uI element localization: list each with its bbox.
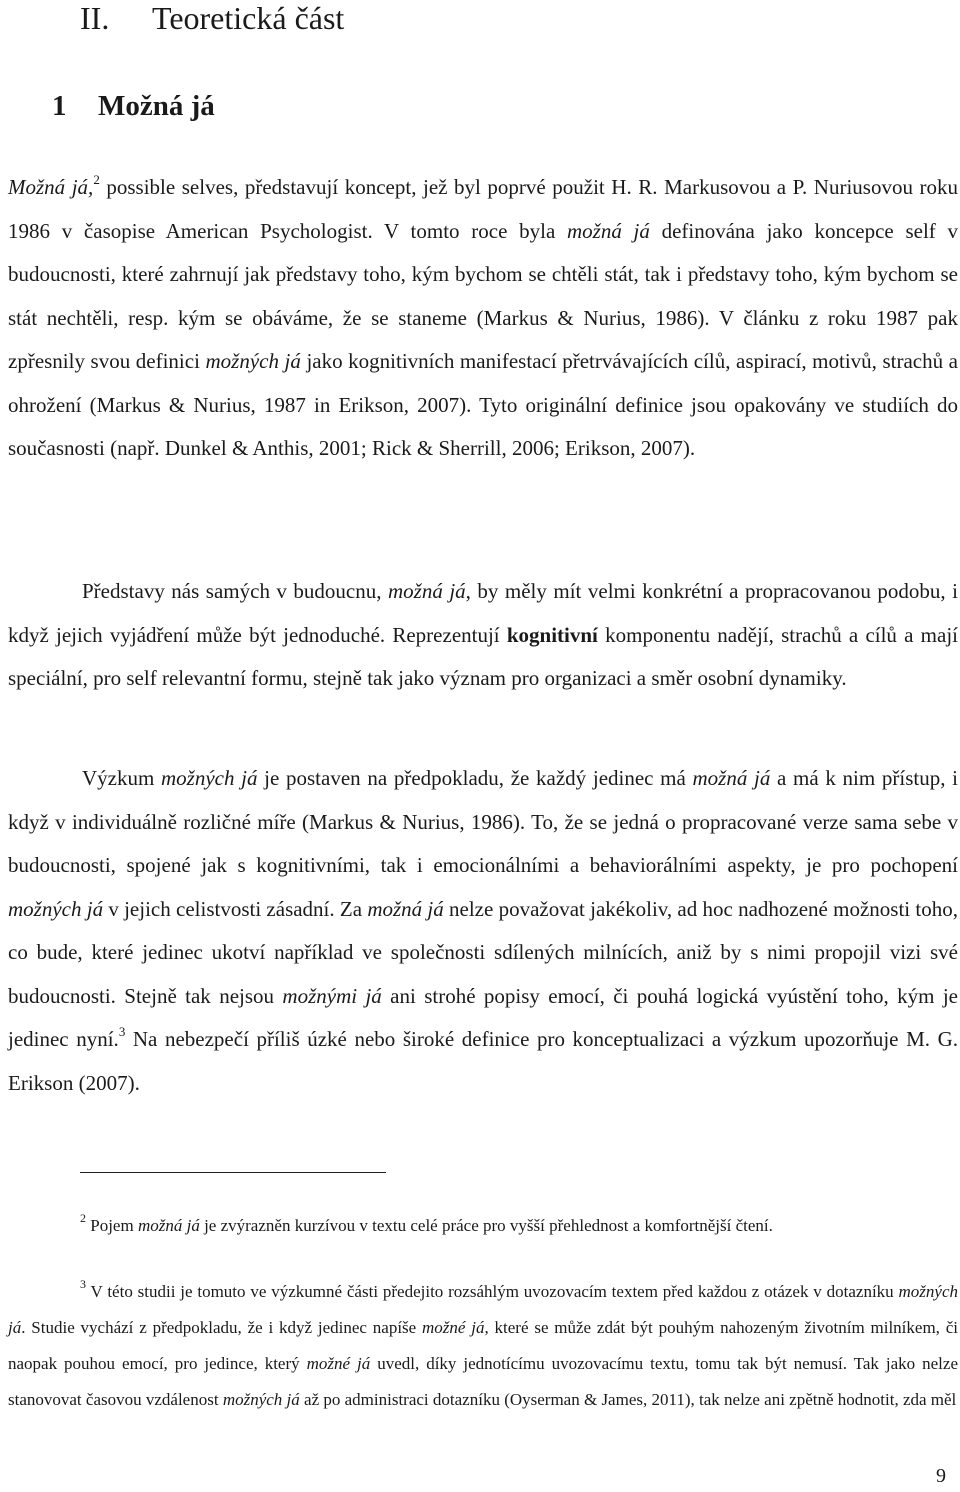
paragraph-2 [8,570,958,701]
italic-term: možná já [388,579,466,603]
text-run: a má k nim přístup, i když v individuálně rozličné míře (Markus & Nurius, 1986). To, že se jedná o propracované verze sama sebe v budoucnosti, spojené jak s kognitivními, tak i emocionálními a behaviorálními aspekty, je pro pochopení [8,766,958,877]
text-run: je postaven na předpokladu, že každý jedinec má [257,766,693,790]
italic-term: možných já [8,1282,958,1337]
footnote-ref-2[interactable]: 2 [93,172,100,187]
paragraph-3 [8,757,958,1105]
italic-term: možná já [367,896,444,921]
text-run: V této studii je tomuto ve výzkumné části předejito rozsáhlým uvozovacím textem před každou z otázek v dotazníku [86,1282,899,1301]
section-number: 1 [52,90,67,122]
italic-term: možné já [422,1318,485,1337]
footnote-separator [80,1172,386,1173]
text-run: v jejich celistvosti zásadní. Za [103,896,368,921]
text-run: je zvýrazněn kurzívou v textu celé práce pro vyšší přehlednost a komfortnější čtení. [199,1216,773,1235]
italic-term: možná já [137,1216,200,1235]
text-run: nelze považovat jakékoliv, ad hoc nadhozené možnosti toho, co bude, které jedinec ukotví například ve společnosti sdílených milnících, aniž by s nimi propojil vizi své budoucnosti. Stejně tak nejsou [8,896,958,1008]
text-run: až po administraci dotazníku (Oyserman & James, 2011), tak nelze ani zpětně hodnotit, zda měl [299,1390,957,1409]
footnote-number: 2 [80,1211,86,1225]
footnote-ref-3[interactable]: 3 [118,1024,126,1039]
text-run: komponentu nadějí, strachů a cílů a mají speciální, pro self relevantní formu, stejně tak jako význam pro organizaci a směr osobní dynamiky. [8,622,958,690]
text-run: jako kognitivních manifestací přetrvávajících cílů, aspirací, motivů, strachů a ohrožení (Markus & Nurius, 1987 in Erikson, 2007). Tyto originální definice jsou opakovány ve studiích do současnosti (např. Dunkel & Anthis, 2001; Rick & Sherrill, 2006; Erikson, 2007). [8,349,958,460]
italic-term: možná já [692,766,771,790]
text-run: ani strohé popisy emocí, či pouhá logická vyústění toho, kým je jedinec nyní. [8,983,958,1051]
text-run: Představy nás samých v budoucnu, [82,579,388,603]
italic-term: možných já [161,766,258,790]
chapter-title: Teoretická část [152,0,345,36]
footnote-number: 3 [80,1277,86,1291]
page-number: 9 [936,1465,946,1487]
footnote-2 [8,1208,958,1244]
text-run: possible selves, představují koncept, jež byl poprvé použit H. R. Markusovou a P. Nuriusovou roku 1986 v časopise American Psychologist. V tomto roce byla [8,175,959,243]
italic-term: možných já [8,896,104,921]
italic-term: možnými já [282,983,382,1008]
text-run: Výzkum [82,766,161,790]
text-run: Pojem [86,1216,138,1235]
footnote-3 [8,1274,958,1418]
text-run: , by měly mít velmi konkrétní a propracovanou podobu, i když jejich vyjádření může být jednoduché. Reprezentují [8,579,958,647]
italic-term: možných já [222,1390,300,1409]
chapter-heading [80,0,344,36]
italic-term: možných já [205,349,301,373]
text-run: , které se může zdát být pouhým nahozeným životním milníkem, či naopak pouhou emocí, pro jedince, který [8,1318,958,1373]
paragraph-1 [8,166,958,471]
italic-term: Možná já, [8,175,94,199]
italic-term: možné já [306,1354,371,1373]
chapter-number: II. [80,0,110,36]
italic-term: možná já [566,218,650,243]
text-run: uvedl, díky jednotícímu uvozovacímu textu, tomu tak být nemusí. Tak jako nelze stanovovat časovou vzdálenost [8,1354,958,1409]
text-run: . Studie vychází z předpokladu, že i když jedinec napíše [21,1318,423,1337]
text-run: definována jako koncepce self v budoucnosti, které zahrnují jak představy toho, kým bychom se chtěli stát, tak i představy toho, kým bychom se stát nechtěli, resp. kým se obáváme, že se staneme (Markus & Nurius, 1986). V článku z roku 1987 pak zpřesnily svou definici [8,218,958,373]
bold-term: kognitivní [506,622,598,647]
text-run: Na nebezpečí příliš úzké nebo široké definice pro konceptualizaci a výzkum upozorňuje M. G. Erikson (2007). [8,1027,959,1095]
section-title: Možná já [98,90,215,122]
section-heading [52,88,215,124]
